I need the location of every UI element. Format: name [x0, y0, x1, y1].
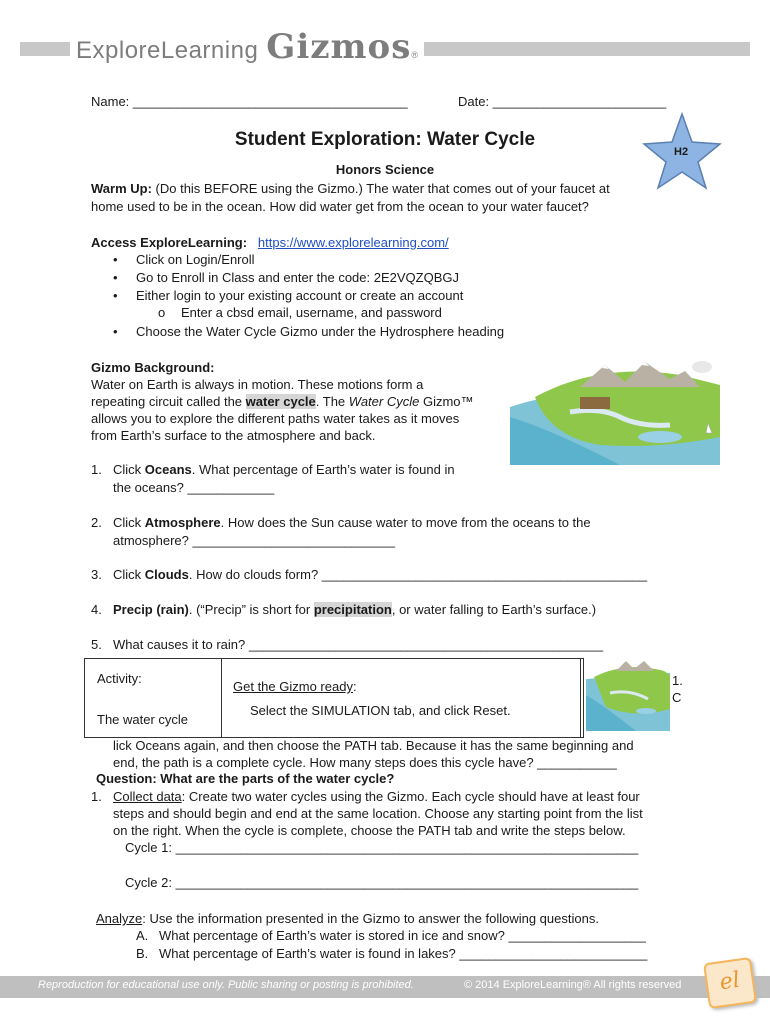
gizmo-ready-line	[233, 679, 357, 694]
q2-atmosphere: Atmosphere	[144, 515, 221, 530]
access-step-1: Click on Login/Enroll	[136, 252, 255, 267]
gizmo-ready-step-text: Select the SIMULATION tab, and click Reset.	[250, 703, 511, 718]
q3-clouds: Clouds	[144, 567, 189, 582]
question-heading: Question: What are the parts of the water cycle?	[96, 771, 395, 786]
activity-side-a: 1.	[672, 673, 683, 688]
activity-label: Activity:	[97, 671, 142, 686]
collect-line-3: on the right. When the cycle is complete, choose the PATH tab and write the steps below.	[113, 823, 626, 838]
q3-c: . How do clouds form? _____________________________________________	[188, 567, 648, 582]
explorelearning-link[interactable]: https://www.explorelearning.com/	[257, 235, 449, 250]
q2-answer-blank[interactable]: atmosphere? ____________________________	[113, 533, 395, 548]
background-line-4: from Earth’s surface to the atmosphere and back.	[91, 428, 376, 443]
warmup-line-1	[91, 181, 610, 196]
badge-label: H2	[674, 146, 689, 158]
background-line-2	[91, 394, 474, 409]
warmup-label: Warm Up:	[91, 181, 152, 196]
background-heading: Gizmo Background:	[91, 360, 215, 375]
q3-a: Click	[113, 567, 145, 582]
analyze-b-marker: B.	[136, 946, 149, 961]
collect-line-1	[113, 789, 640, 804]
explorelearning-gizmos-logo	[70, 27, 424, 67]
access-label: Access ExploreLearning:	[91, 235, 248, 250]
warmup-line-2: home used to be in the ocean. How did water get from the ocean to your water faucet?	[91, 199, 589, 214]
access-substep-marker: o	[158, 305, 166, 320]
q4-e: , or water falling to Earth’s surface.)	[391, 602, 597, 617]
access-step-2: Go to Enroll in Class and enter the code: 2E2VQZQBGJ	[136, 270, 459, 285]
analyze-text: : Use the information presented in the Gizmo to answer the following questions.	[142, 911, 599, 926]
access-substep: Enter a cbsd email, username, and password	[181, 305, 442, 320]
bg-text-e: Gizmo™	[419, 394, 474, 409]
q1-c: . What percentage of Earth’s water is found in	[191, 462, 455, 477]
q2-a: Click	[113, 515, 145, 530]
page-subtitle: Honors Science	[335, 162, 435, 177]
q1-a: Click	[113, 462, 145, 477]
q2-number: 2.	[91, 515, 102, 530]
el-corner-logo-icon	[703, 957, 757, 1009]
q1-line-1	[113, 462, 455, 477]
access-step-3: Either login to your existing account or create an account	[136, 288, 464, 303]
q1-number: 1.	[91, 462, 102, 477]
precipitation-term: precipitation	[313, 602, 392, 617]
q3-number: 3.	[91, 567, 102, 582]
collect-line-2: steps and should begin and end at the same location. Choose any starting point from the list	[113, 806, 643, 821]
q4-c: . (“Precip” is short for	[188, 602, 314, 617]
footer-disclaimer: Reproduction for educational use only. Public sharing or posting is prohibited.	[38, 979, 414, 991]
water-cycle-illustration	[510, 357, 720, 465]
activity-side-b: C	[672, 690, 682, 705]
q4-number: 4.	[91, 602, 102, 617]
bullet-icon: •	[113, 324, 118, 339]
bg-text-a: repeating circuit called the	[91, 394, 246, 409]
bullet-icon: •	[113, 252, 118, 267]
analyze-b-question[interactable]: What percentage of Earth’s water is found in lakes? __________________________	[159, 946, 648, 961]
brand-mark: ®	[411, 50, 418, 60]
corner-logo-text: el	[718, 967, 742, 996]
analyze-line	[96, 911, 599, 926]
footer-copyright: © 2014 ExploreLearning® All rights reserved	[464, 979, 682, 991]
continued-line-2[interactable]: end, the path is a complete cycle. How many steps does this cycle have? ___________	[113, 755, 617, 770]
analyze-a-marker: A.	[136, 928, 149, 943]
collect-text: : Create two water cycles using the Gizmo. Each cycle should have at least four	[181, 789, 640, 804]
background-line-1: Water on Earth is always in motion. These motions form a	[91, 377, 424, 392]
q4-precip: Precip (rain)	[113, 602, 189, 617]
brand-explore: ExploreLearning	[76, 37, 259, 64]
access-step-4: Choose the Water Cycle Gizmo under the Hydrosphere heading	[136, 324, 505, 339]
page-title: Student Exploration: Water Cycle	[234, 129, 536, 150]
analyze-label: Analyze	[96, 911, 143, 926]
collect-number: 1.	[91, 789, 102, 804]
header-bar-left	[20, 42, 70, 56]
q2-line-1	[113, 515, 591, 530]
q5-number: 5.	[91, 637, 102, 652]
gizmo-ready-step	[250, 703, 511, 719]
q5-line[interactable]: What causes it to rain? _________________________________________________	[113, 637, 604, 652]
gizmo-ready-colon: :	[352, 679, 357, 694]
continued-line-1: lick Oceans again, and then choose the PATH tab. Because it has the same beginning and	[113, 738, 634, 753]
gizmo-ready-label: Get the Gizmo ready	[233, 679, 353, 694]
bullet-icon: •	[113, 288, 118, 303]
q1-answer-blank[interactable]: the oceans? ____________	[113, 480, 275, 495]
bg-text-d: Water Cycle	[348, 394, 420, 409]
q3-line[interactable]	[113, 567, 647, 582]
gizmo-thumbnail-image	[586, 659, 670, 731]
name-field[interactable]: Name: ______________________________________	[91, 94, 408, 109]
warmup-text-1: (Do this BEFORE using the Gizmo.) The water that comes out of your faucet at	[151, 181, 610, 196]
water-cycle-term: water cycle	[245, 394, 316, 409]
cycle-1-blank[interactable]: Cycle 1: ________________________________________________________________	[125, 840, 639, 855]
collect-label: Collect data	[113, 789, 182, 804]
q2-c: . How does the Sun cause water to move from the oceans to the	[220, 515, 591, 530]
cycle-2-blank[interactable]: Cycle 2: ________________________________________________________________	[125, 875, 639, 890]
activity-name: The water cycle	[97, 712, 189, 727]
q4-line	[113, 602, 596, 617]
access-line	[91, 235, 449, 250]
activity-divider	[221, 658, 222, 737]
background-line-3: allows you to explore the different paths water takes as it moves	[91, 411, 460, 426]
footer-bar	[0, 976, 770, 998]
analyze-a-question[interactable]: What percentage of Earth’s water is stored in ice and snow? ___________________	[159, 928, 646, 943]
activity-divider	[580, 658, 581, 737]
bullet-icon: •	[113, 270, 118, 285]
bg-text-c: . The	[315, 394, 349, 409]
brand-gizmos: Gizmos	[266, 27, 412, 67]
q1-oceans: Oceans	[144, 462, 192, 477]
date-field[interactable]: Date: ________________________	[458, 94, 667, 109]
header-bar-right	[380, 42, 750, 56]
